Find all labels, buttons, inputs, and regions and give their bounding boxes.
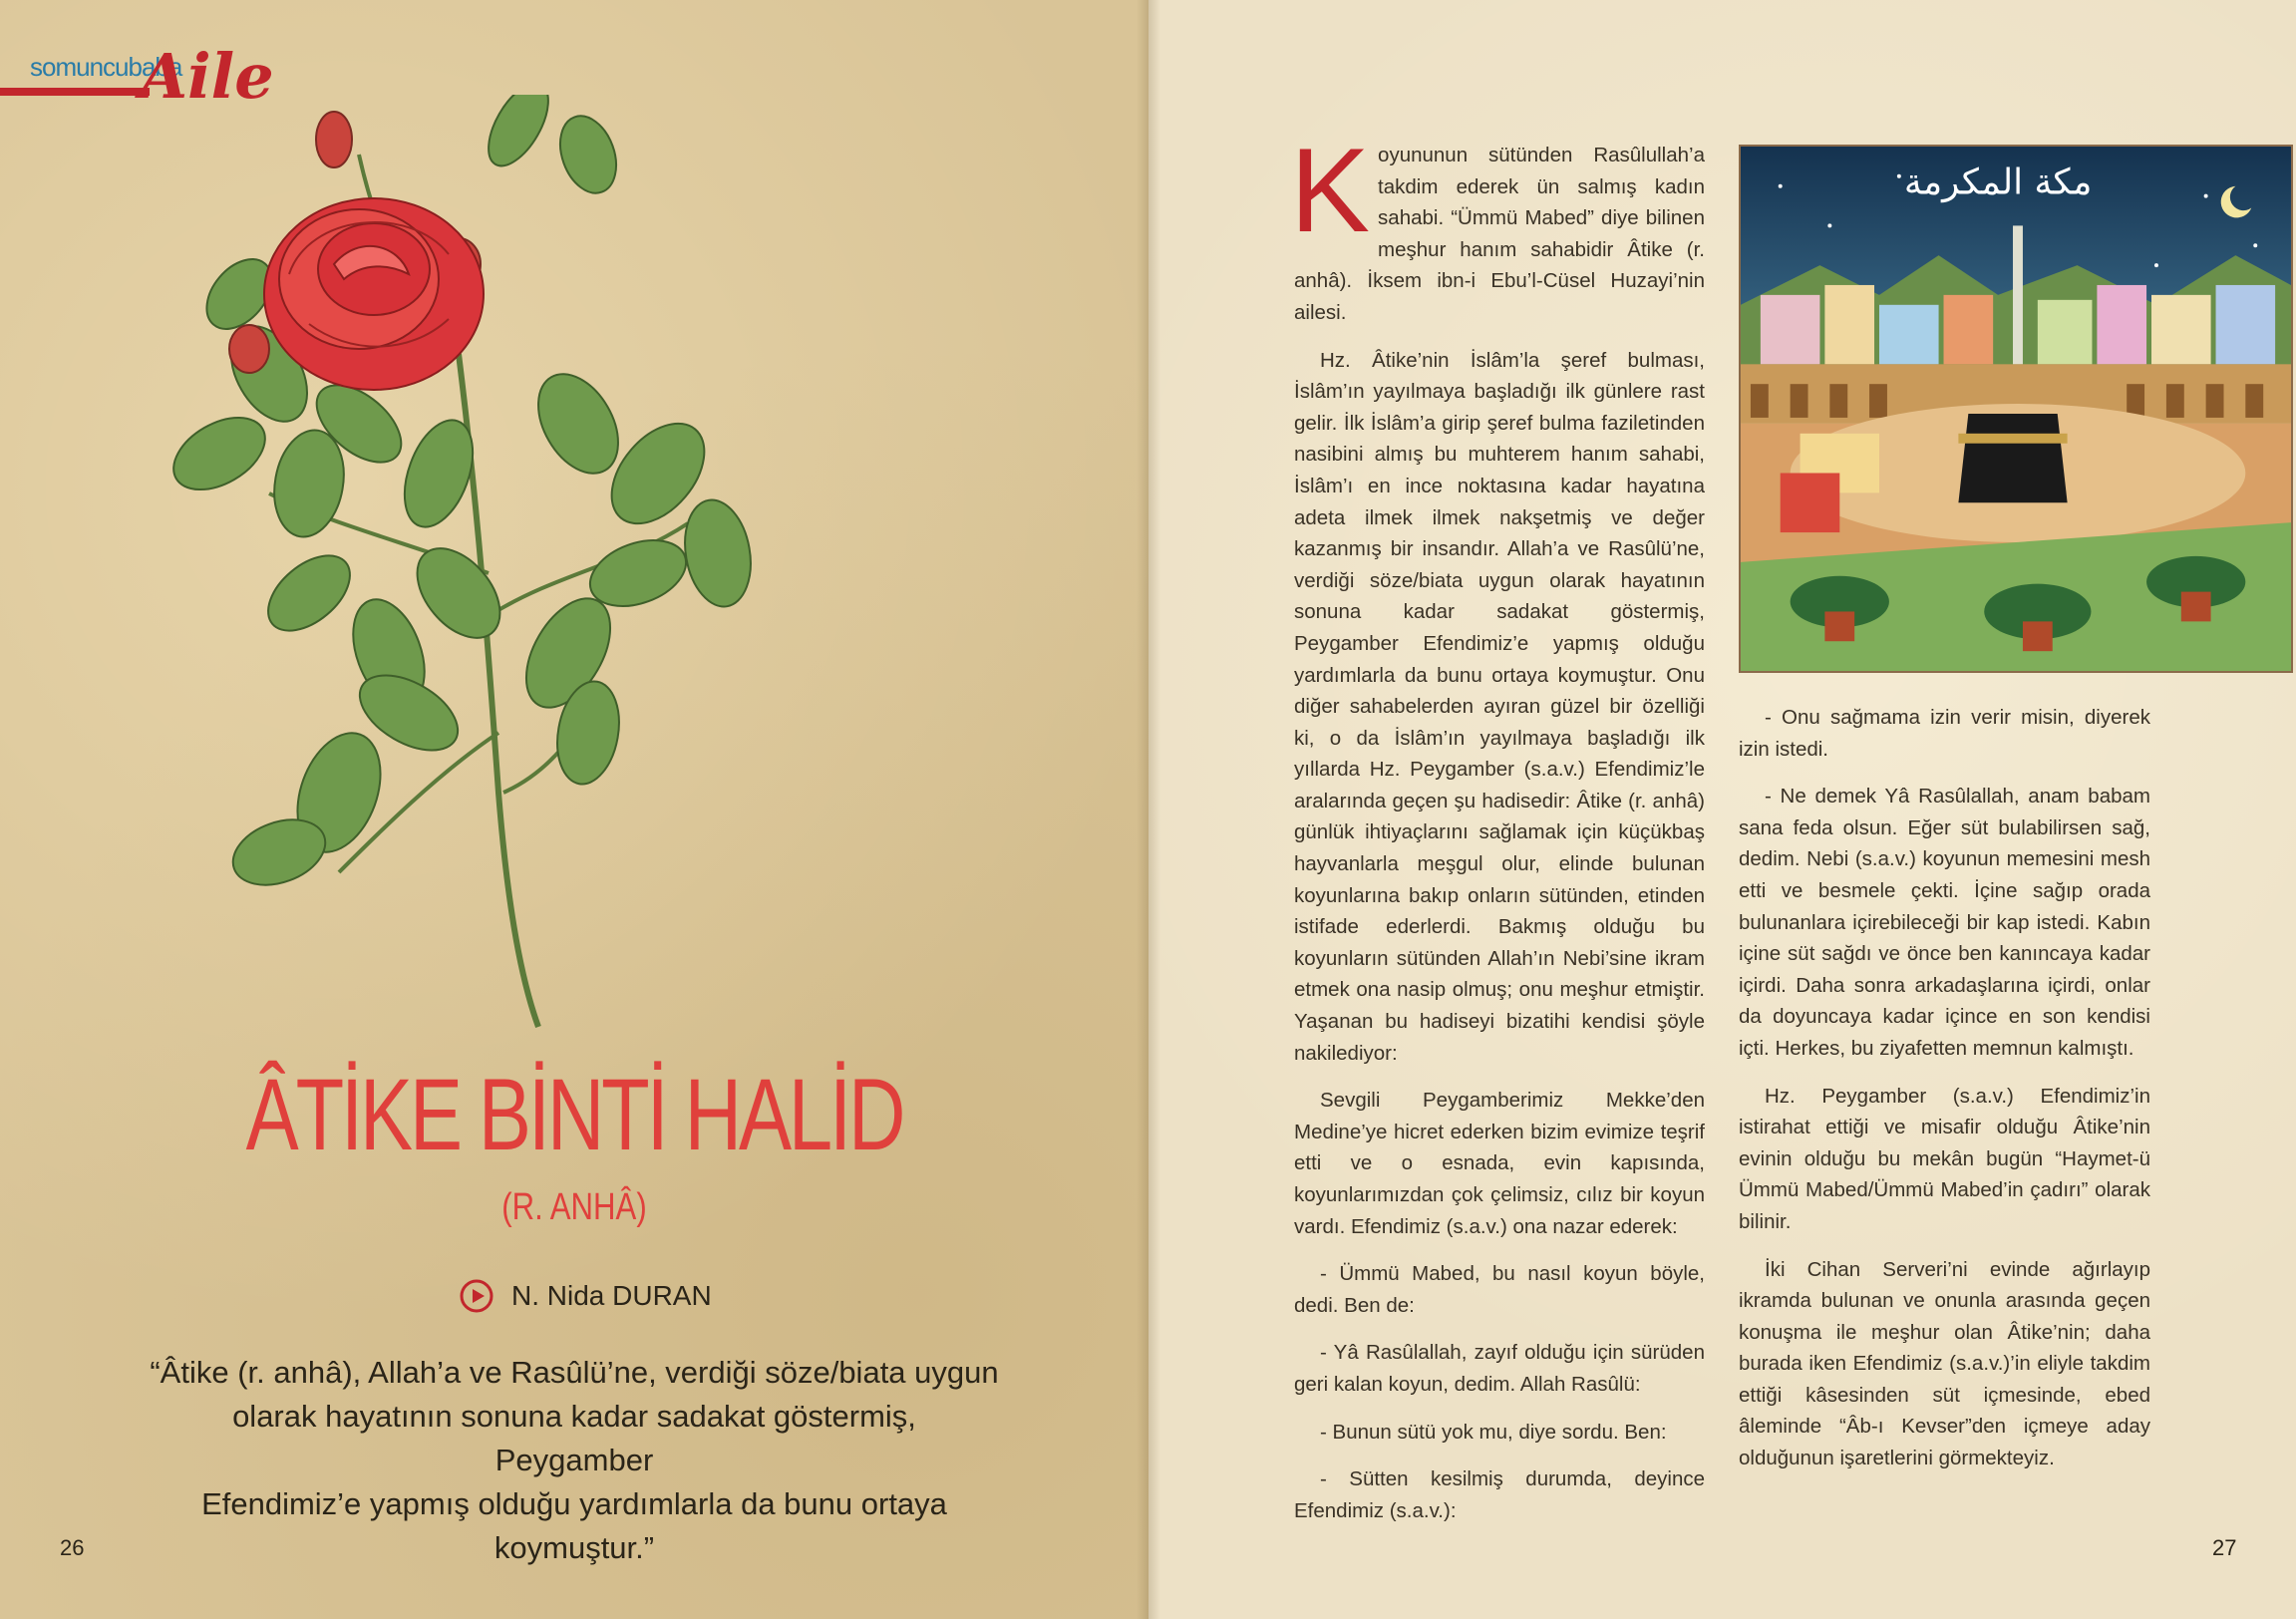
paragraph: Koyununun sütünden Rasûlullah’a takdim ederek ün salmış kadın sahabi. “Ümmü Mabed” diye bilinen meşhur hanım sahabidir Âtike (r. anhâ). İksem ibn-i Ebu’l-Cüsel Huzayi’nin ailesi.	[1290, 124, 1705, 324]
article-subtitle: (R. ANHÂ)	[501, 1186, 647, 1228]
paragraph: Hz. Âtike’nin İslâm’la şeref bulması, İslâm’ın yayılmaya başladığı ilk günlere rast gelir. İlk İslâm’a girip şeref bulma faziletinden nasibini almış bu muhterem hanım sahabi, İslâm’ı en ince noktasına kadar hayatına adeta ilmek ilmek nakşetmiş ve değer kazanmış bir insandır. Allah’a ve Rasûlü’ne, verdiği söze/biata uygun olarak hayatının sonuna kadar sadakat göstermiş, Peygamber Efendimiz’e yapmış olduğu yardımlarla da bunu ortaya koymuştur. Onu diğer sahabelerden ayıran güzel bir özelliği ki, o da İslâm’ın yayılmaya başladığı ilk yıllarda Hz. Peygamber (s.a.v.) Efendimiz’le aralarında geçen şu hadisedir: Âtike (r. anhâ) günlük ihtiyaçlarını sağlamak için küçükbaş hayvanlarla meşgul olur, elinde bulunan koyunlarına bakıp onların sütünden, etinden istifade ederlerdi. Bakmış olduğu bu koyunların sütünden Allah’ın Nebi’sine ikram etmek ona nasip olmuş; onu meşhur etmiştir. Yaşanan bu hadiseyi bizatihi kendisi şöyle nakilediyor:	[1294, 348, 1705, 1065]
paragraph: İki Cihan Serveri’ni evinde ağırlayıp ikramda bulunan ve onunla arasında geçen konuşma ile meşhur olan Âtike’nin; daha burada iken Efendimiz (s.a.v.)’in eliyle takdim ettiği kâsesinden süt içmesinde, ebed âleminde “Âb-ı Kevser”den içmeye aday olduğunun işaretlerini görmekteyiz.	[1739, 1257, 2150, 1470]
page-number-right: 27	[2212, 1535, 2237, 1560]
paragraph: - Ümmü Mabed, bu nasıl koyun böyle, dedi. Ben de:	[1294, 1262, 1705, 1317]
author-name: N. Nida DURAN	[511, 1280, 712, 1311]
pull-quote	[150, 1351, 999, 1570]
magazine-brand: somuncubaba	[30, 52, 182, 82]
paragraph: - Yâ Rasûlallah, zayıf olduğu için sürüden geri kalan koyun, dedim. Allah Rasûlü:	[1294, 1341, 1705, 1396]
section-name: Aile	[140, 40, 274, 113]
pull-quote-line: Efendimiz’e yapmış olduğu yardımlarla da bunu ortaya koymuştur.”	[201, 1486, 947, 1565]
drop-cap: K	[1290, 124, 1371, 257]
paragraph: - Bunun sütü yok mu, diye sordu. Ben:	[1320, 1420, 1667, 1444]
spine-gutter	[1137, 0, 1160, 1619]
pull-quote-line: olarak hayatının sonuna kadar sadakat göstermiş, Peygamber	[232, 1399, 916, 1477]
text-column-2	[1739, 702, 2150, 1490]
paragraph: Hz. Peygamber (s.a.v.) Efendimiz’in istirahat ettiği ve misafir olduğu Âtike’nin evinin olduğu bu mekân bugün “Haymet-ü Ümmü Mabed/Ümmü Mabed’in çadırı” olarak bilinir.	[1739, 1084, 2150, 1233]
text-column-1	[1290, 124, 1705, 1542]
page-number-left: 26	[60, 1535, 85, 1560]
paragraph: - Onu sağmama izin verir misin, diyerek izin istedi.	[1739, 706, 2150, 761]
header-rule	[0, 88, 150, 96]
article-title: ÂTİKE BİNTİ HALİD	[245, 1058, 903, 1171]
pull-quote-line: “Âtike (r. anhâ), Allah’a ve Rasûlü’ne, verdiği söze/biata uygun	[150, 1355, 999, 1390]
image-caption-arabic: مكة المكرمة	[1903, 162, 2093, 203]
red-rose-illustration	[160, 95, 798, 1032]
play-circle-icon	[459, 1278, 494, 1314]
paragraph: - Ne demek Yâ Rasûlallah, anam babam sana feda olsun. Eğer süt bulabilirsen sağ, dedim. Nebi (s.a.v.) koyunun memesini mesh etti ve besmele çekti. İçine sağıp orada bulunanlara içirebileceği bir kap istedi. Kabın içine süt sağdı ve önce ben kanıncaya kadar içirdi. Daha sonra arkadaşlarına içirdi, onlar da doyuncaya kadar içince en son kendisi içti. Herkes, bu ziyafetten memnun kalmıştı.	[1739, 785, 2150, 1060]
mecca-kaaba-illustration	[1739, 145, 2293, 673]
paragraph: Sevgili Peygamberimiz Mekke’den Medine’ye hicret ederken bizim evimize teşrif etti ve o esnada, evin kapısında, koyunlarımızdan çok çelimsiz, cılız bir koyun vardı. Efendimiz (s.a.v.) ona nazar ederek:	[1294, 1089, 1705, 1238]
paragraph: - Sütten kesilmiş durumda, deyince Efendimiz (s.a.v.):	[1294, 1467, 1705, 1522]
